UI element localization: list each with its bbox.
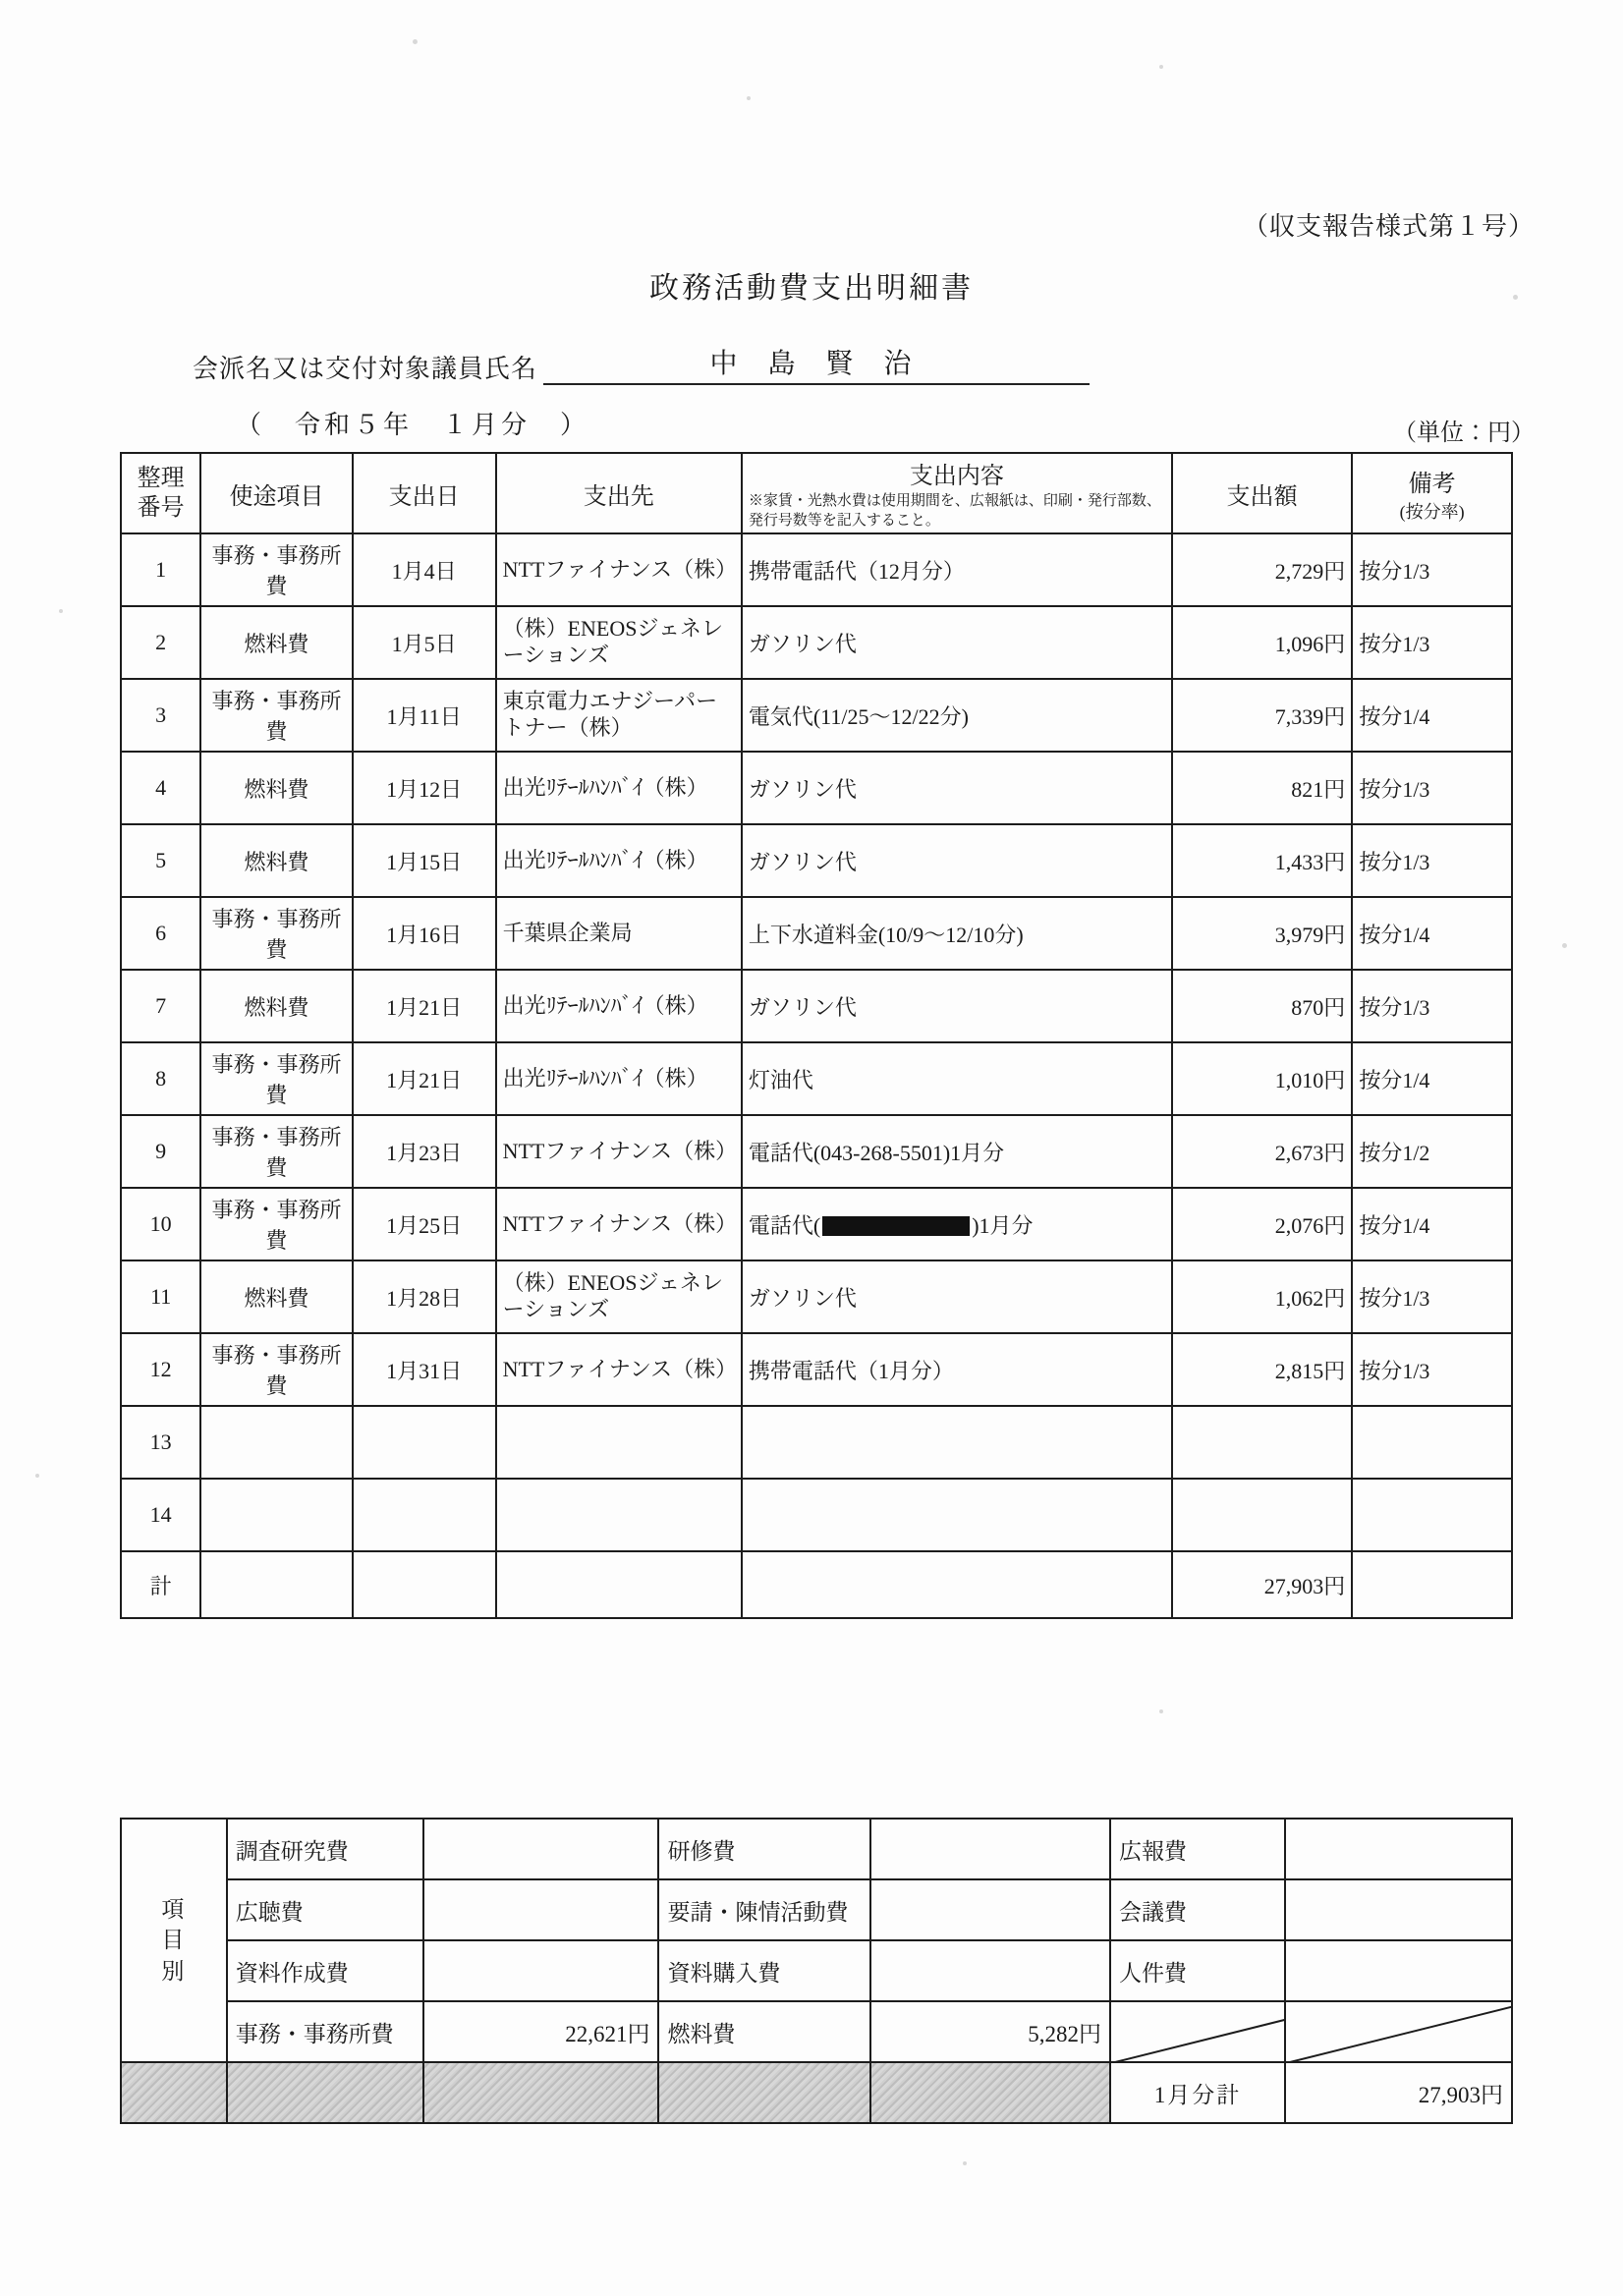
cell-no: 14	[121, 1479, 200, 1551]
cell-content: 灯油代	[742, 1042, 1172, 1115]
cell-no: 8	[121, 1042, 200, 1115]
cell-item	[200, 1479, 352, 1551]
cell-date: 1月11日	[353, 679, 496, 752]
cell-amount: 2,815円	[1172, 1333, 1353, 1406]
cell-payee: 東京電力エナジーパートナー（株）	[496, 679, 742, 752]
summary-label-petition: 要請・陳情活動費	[658, 1879, 869, 1940]
cell-remarks: 按分1/3	[1352, 1333, 1512, 1406]
summary-label-personnel: 人件費	[1110, 1940, 1285, 2001]
table-row	[121, 1479, 1512, 1551]
col-header-no-line1: 整理	[137, 466, 185, 491]
cell-content: 上下水道料金(10/9〜12/10分)	[742, 897, 1172, 970]
cell-payee: NTTファイナンス（株）	[496, 1188, 742, 1260]
table-row	[121, 606, 1512, 679]
table-total-row	[121, 1551, 1512, 1618]
cell-date: 1月21日	[353, 970, 496, 1042]
cell-no: 7	[121, 970, 200, 1042]
grand-total-label: 1月分計	[1110, 2062, 1285, 2123]
cell-no: 1	[121, 533, 200, 606]
cell-item: 事務・事務所費	[200, 1042, 352, 1115]
col-header-content-title: 支出内容	[909, 464, 1004, 489]
cell-item: 事務・事務所費	[200, 679, 352, 752]
cell-date: 1月25日	[353, 1188, 496, 1260]
summary-value-personnel	[1285, 1940, 1512, 2001]
cell-payee: 出光ﾘﾃｰﾙﾊﾝﾊﾞｲ（株）	[496, 970, 742, 1042]
cell-payee	[496, 1406, 742, 1479]
summary-row	[121, 1940, 1512, 2001]
total-blank-payee	[496, 1551, 742, 1618]
cell-payee: 出光ﾘﾃｰﾙﾊﾝﾊﾞｲ（株）	[496, 824, 742, 897]
cell-payee	[496, 1479, 742, 1551]
summary-label-material-creation: 資料作成費	[227, 1940, 423, 2001]
summary-value-office: 22,621円	[423, 2001, 659, 2062]
col-header-date: 支出日	[353, 453, 496, 533]
side-label-3: 別	[161, 1958, 187, 1984]
cell-content: 携帯電話代（12月分）	[742, 533, 1172, 606]
cell-remarks: 按分1/3	[1352, 752, 1512, 824]
cell-payee: 千葉県企業局	[496, 897, 742, 970]
summary-row	[121, 1879, 1512, 1940]
summary-label-meeting: 会議費	[1110, 1879, 1285, 1940]
cell-content: ガソリン代	[742, 970, 1172, 1042]
col-header-remarks-sub: (按分率)	[1399, 501, 1465, 522]
cell-date: 1月28日	[353, 1260, 496, 1333]
summary-value-research	[423, 1819, 659, 1879]
table-row	[121, 752, 1512, 824]
cell-remarks	[1352, 1406, 1512, 1479]
table-row	[121, 1188, 1512, 1260]
cell-content: ガソリン代	[742, 824, 1172, 897]
summary-grand-row	[121, 2062, 1512, 2123]
summary-value-meeting	[1285, 1879, 1512, 1940]
cell-date	[353, 1406, 496, 1479]
cell-content: ガソリン代	[742, 1260, 1172, 1333]
cell-payee: NTTファイナンス（株）	[496, 1333, 742, 1406]
unit-label: （単位：円）	[1393, 420, 1535, 446]
grand-blank-3	[423, 2062, 659, 2123]
cell-remarks: 按分1/3	[1352, 533, 1512, 606]
content-prefix: 電話代(	[748, 1212, 821, 1238]
cell-no: 10	[121, 1188, 200, 1260]
summary-label-hearing: 広聴費	[227, 1879, 423, 1940]
cell-payee: NTTファイナンス（株）	[496, 533, 742, 606]
col-header-content	[742, 453, 1172, 533]
summary-row	[121, 2001, 1512, 2062]
side-label-1: 項	[161, 1897, 187, 1923]
content-suffix: )1月分	[972, 1212, 1034, 1238]
cell-remarks: 按分1/4	[1352, 897, 1512, 970]
cell-amount	[1172, 1406, 1353, 1479]
page-title: 政務活動費支出明細書	[649, 272, 974, 305]
cell-amount: 3,979円	[1172, 897, 1353, 970]
cell-amount: 7,339円	[1172, 679, 1353, 752]
cell-date: 1月21日	[353, 1042, 496, 1115]
category-summary-table	[120, 1818, 1513, 2124]
total-label: 計	[121, 1551, 200, 1618]
cell-amount: 1,010円	[1172, 1042, 1353, 1115]
table-body	[121, 533, 1512, 1618]
cell-item: 燃料費	[200, 970, 352, 1042]
cell-payee: （株）ENEOSジェネレーションズ	[496, 1260, 742, 1333]
table-row	[121, 1260, 1512, 1333]
table-row	[121, 897, 1512, 970]
table-row	[121, 679, 1512, 752]
cell-date: 1月12日	[353, 752, 496, 824]
cell-date: 1月15日	[353, 824, 496, 897]
table-row	[121, 1042, 1512, 1115]
name-row	[193, 342, 1090, 385]
cell-no: 2	[121, 606, 200, 679]
form-number: （収支報告様式第１号）	[1242, 212, 1535, 241]
cell-content: ガソリン代	[742, 752, 1172, 824]
cell-item: 事務・事務所費	[200, 1333, 352, 1406]
cell-no: 4	[121, 752, 200, 824]
cell-remarks: 按分1/3	[1352, 606, 1512, 679]
cell-date: 1月23日	[353, 1115, 496, 1188]
table-row	[121, 1406, 1512, 1479]
summary-label-training: 研修費	[658, 1819, 869, 1879]
cell-item: 事務・事務所費	[200, 1188, 352, 1260]
cell-content: 携帯電話代（1月分）	[742, 1333, 1172, 1406]
cell-date: 1月4日	[353, 533, 496, 606]
summary-label-material-purchase: 資料購入費	[658, 1940, 869, 2001]
table-header-row	[121, 453, 1512, 533]
table-row	[121, 1115, 1512, 1188]
cell-date: 1月5日	[353, 606, 496, 679]
cell-amount: 2,729円	[1172, 533, 1353, 606]
col-header-content-note: ※家賃・光熱水費は使用期間を、広報紙は、印刷・発行部数、発行号数等を記入すること。	[748, 493, 1161, 529]
cell-no: 11	[121, 1260, 200, 1333]
cell-remarks: 按分1/2	[1352, 1115, 1512, 1188]
cell-remarks: 按分1/4	[1352, 679, 1512, 752]
cell-no: 9	[121, 1115, 200, 1188]
cell-item: 燃料費	[200, 824, 352, 897]
cell-payee: 出光ﾘﾃｰﾙﾊﾝﾊﾞｲ（株）	[496, 1042, 742, 1115]
total-amount: 27,903円	[1172, 1551, 1353, 1618]
table-row	[121, 533, 1512, 606]
summary-blank-slash-1	[1110, 2001, 1285, 2062]
cell-date: 1月31日	[353, 1333, 496, 1406]
total-blank-date	[353, 1551, 496, 1618]
cell-amount	[1172, 1479, 1353, 1551]
cell-amount: 2,076円	[1172, 1188, 1353, 1260]
name-value: 中 島 賢 治	[543, 342, 1090, 385]
cell-remarks: 按分1/3	[1352, 824, 1512, 897]
summary-label-research: 調査研究費	[227, 1819, 423, 1879]
grand-total-value: 27,903円	[1285, 2062, 1512, 2123]
cell-amount: 870円	[1172, 970, 1353, 1042]
summary-value-petition	[870, 1879, 1110, 1940]
cell-no: 13	[121, 1406, 200, 1479]
col-header-item: 使途項目	[200, 453, 352, 533]
grand-blank-4	[658, 2062, 869, 2123]
cell-remarks: 按分1/3	[1352, 1260, 1512, 1333]
total-blank-item	[200, 1551, 352, 1618]
table-row	[121, 824, 1512, 897]
summary-value-training	[870, 1819, 1110, 1879]
cell-content: ガソリン代	[742, 606, 1172, 679]
summary-value-material-purchase	[870, 1940, 1110, 2001]
expense-table	[120, 452, 1513, 1619]
cell-item: 燃料費	[200, 752, 352, 824]
cell-remarks: 按分1/3	[1352, 970, 1512, 1042]
cell-remarks: 按分1/4	[1352, 1042, 1512, 1115]
cell-payee: 出光ﾘﾃｰﾙﾊﾝﾊﾞｲ（株）	[496, 752, 742, 824]
cell-amount: 2,673円	[1172, 1115, 1353, 1188]
table-row	[121, 1333, 1512, 1406]
summary-row	[121, 1819, 1512, 1879]
cell-content	[742, 1406, 1172, 1479]
cell-no: 5	[121, 824, 200, 897]
total-blank-remarks	[1352, 1551, 1512, 1618]
cell-content	[742, 1188, 1172, 1260]
table-row	[121, 970, 1512, 1042]
summary-label-pr: 広報費	[1110, 1819, 1285, 1879]
col-header-amount: 支出額	[1172, 453, 1353, 533]
cell-item: 事務・事務所費	[200, 1115, 352, 1188]
col-header-no	[121, 453, 200, 533]
cell-item: 燃料費	[200, 1260, 352, 1333]
grand-blank-5	[870, 2062, 1110, 2123]
summary-label-office: 事務・事務所費	[227, 2001, 423, 2062]
cell-item	[200, 1406, 352, 1479]
name-label: 会派名又は交付対象議員氏名	[193, 355, 538, 383]
cell-content: 電気代(11/25〜12/22分)	[742, 679, 1172, 752]
side-label-2: 目	[161, 1928, 187, 1953]
summary-label-fuel: 燃料費	[658, 2001, 869, 2062]
cell-payee: （株）ENEOSジェネレーションズ	[496, 606, 742, 679]
cell-content: 電話代(043-268-5501)1月分	[742, 1115, 1172, 1188]
summary-value-material-creation	[423, 1940, 659, 2001]
cell-payee: NTTファイナンス（株）	[496, 1115, 742, 1188]
col-header-remarks-title: 備考	[1408, 471, 1456, 497]
cell-item: 事務・事務所費	[200, 533, 352, 606]
col-header-remarks	[1352, 453, 1512, 533]
cell-no: 6	[121, 897, 200, 970]
cell-amount: 1,096円	[1172, 606, 1353, 679]
summary-value-fuel: 5,282円	[870, 2001, 1110, 2062]
summary-blank-slash-2	[1285, 2001, 1512, 2062]
cell-remarks	[1352, 1479, 1512, 1551]
summary-value-hearing	[423, 1879, 659, 1940]
summary-value-pr	[1285, 1819, 1512, 1879]
cell-amount: 1,062円	[1172, 1260, 1353, 1333]
period-label: （ 令和５年 １月分 ）	[236, 411, 590, 439]
cell-item: 燃料費	[200, 606, 352, 679]
grand-blank-2	[227, 2062, 423, 2123]
cell-no: 3	[121, 679, 200, 752]
total-blank-content	[742, 1551, 1172, 1618]
cell-remarks: 按分1/4	[1352, 1188, 1512, 1260]
cell-date: 1月16日	[353, 897, 496, 970]
cell-amount: 1,433円	[1172, 824, 1353, 897]
cell-date	[353, 1479, 496, 1551]
cell-amount: 821円	[1172, 752, 1353, 824]
cell-item: 事務・事務所費	[200, 897, 352, 970]
cell-content	[742, 1479, 1172, 1551]
grand-blank-1	[121, 2062, 227, 2123]
cell-no: 12	[121, 1333, 200, 1406]
col-header-no-line2: 番号	[137, 495, 185, 521]
col-header-payee: 支出先	[496, 453, 742, 533]
summary-side-label	[121, 1819, 227, 2062]
redaction-bar	[822, 1216, 970, 1236]
